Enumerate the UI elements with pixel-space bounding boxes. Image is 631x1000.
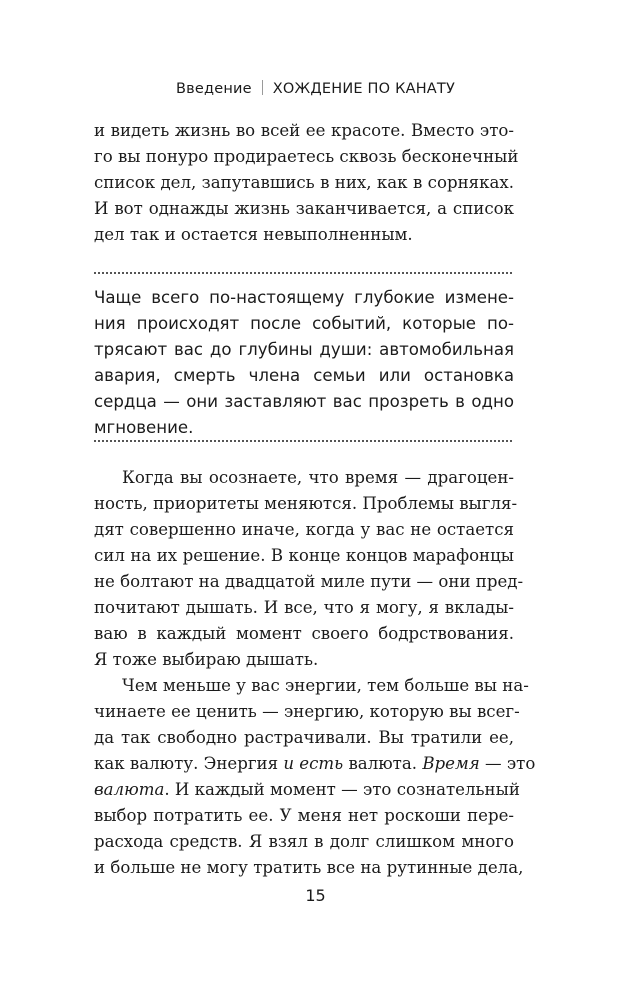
page-number: 15: [305, 886, 326, 905]
text-line: ность, приоритеты меняются. Проблемы выгля-: [94, 494, 518, 513]
italic-text: Время: [422, 754, 480, 773]
text-line: сердца — они заставляют вас прозреть в одно: [94, 392, 514, 411]
paragraph-three: [94, 673, 536, 881]
text-run: как валюту. Энергия: [94, 754, 284, 773]
text-line: ваю в каждый момент своего бодрствования.: [94, 624, 514, 643]
header-chapter: ХОЖДЕНИЕ ПО КАНАТУ: [272, 81, 456, 97]
text-line: сил на их решение. В конце концов марафонцы: [94, 546, 514, 565]
text-line: дят совершенно иначе, когда у вас не остается: [94, 520, 514, 539]
text-line: и видеть жизнь во всей ее красоте. Вместо это-: [94, 121, 514, 140]
text-line: Чаще всего по-настоящему глубокие измене-: [94, 288, 514, 307]
text-run: — это: [479, 754, 536, 773]
text-line: выбор потратить ее. У меня нет роскоши пере-: [94, 806, 514, 825]
italic-text: валюта: [94, 780, 165, 799]
running-header: [0, 80, 631, 97]
callout-bottom-rule: [94, 440, 512, 442]
text-line: и больше не могу тратить все на рутинные дела,: [94, 858, 524, 877]
text-line: почитают дышать. И все, что я могу, я вклады-: [94, 598, 514, 617]
text-line: да так свободно растрачивали. Вы тратили ее,: [94, 728, 514, 747]
text-line: Чем меньше у вас энергии, тем больше вы на-: [122, 676, 529, 695]
text-line: трясают вас до глубины души: автомобильная: [94, 340, 514, 359]
text-line: И вот однажды жизнь заканчивается, а список: [94, 199, 514, 218]
text-run: . И каждый момент — это сознательный: [164, 780, 520, 799]
paragraph-two: [94, 465, 524, 673]
text-line: расхода средств. Я взял в долг слишком много: [94, 832, 514, 851]
text-run: валюта.: [343, 754, 423, 773]
italic-text: и есть: [283, 754, 344, 773]
text-line: Я тоже выбираю дышать.: [94, 650, 319, 669]
callout-top-rule: [94, 272, 512, 274]
text-line: [94, 751, 536, 777]
text-line: список дел, запутавшись в них, как в сорняках.: [94, 173, 514, 192]
header-section: Введение: [175, 81, 252, 97]
text-line: [94, 777, 520, 803]
text-line: дел так и остается невыполненным.: [94, 225, 413, 244]
text-line: Когда вы осознаете, что время — драгоцен-: [122, 468, 514, 487]
text-line: не болтают на двадцатой миле пути — они пред-: [94, 572, 524, 591]
header-divider: [262, 80, 263, 95]
text-line: чинаете ее ценить — энергию, которую вы всег-: [94, 702, 520, 721]
paragraph-intro: [94, 118, 519, 248]
text-line: авария, смерть члена семьи или остановка: [94, 366, 514, 385]
text-line: мгновение.: [94, 418, 194, 437]
text-line: ния происходят после событий, которые по-: [94, 314, 514, 333]
text-line: го вы понуро продираетесь сквозь бесконечный: [94, 147, 519, 166]
callout-text: [94, 285, 514, 441]
